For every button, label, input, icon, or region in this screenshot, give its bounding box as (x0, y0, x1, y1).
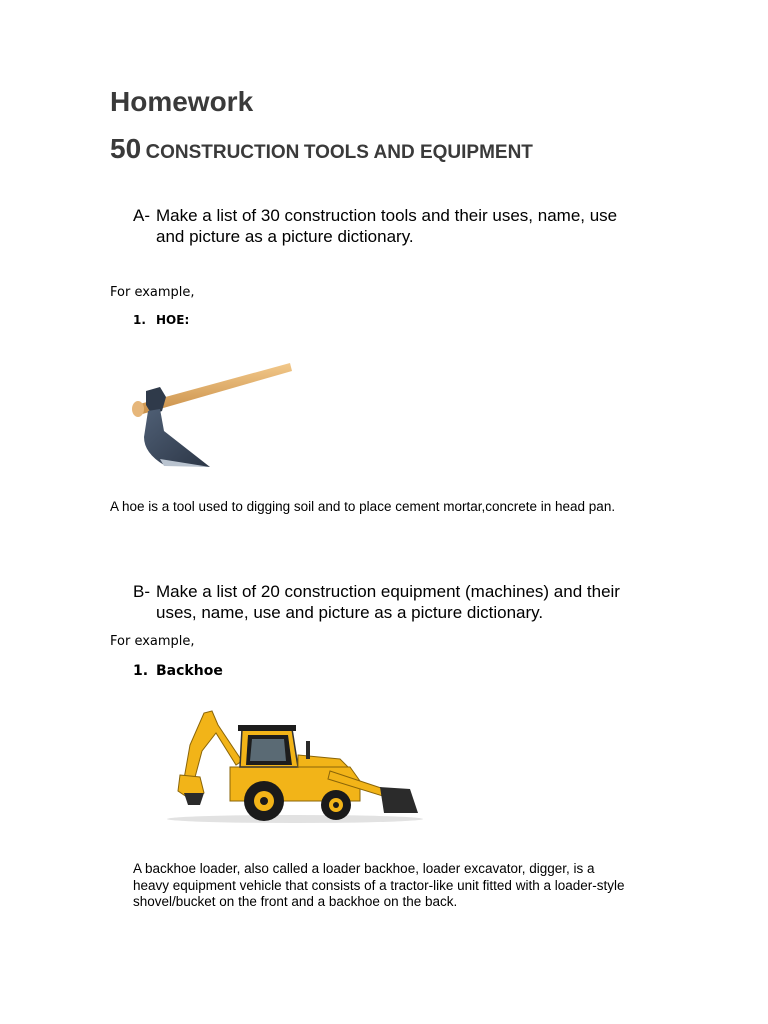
subtitle-number: 50 (110, 133, 142, 164)
backhoe-description (133, 861, 663, 911)
task-a (133, 205, 693, 249)
backhoe-description-line2: heavy equipment vehicle that consists of a tractor-like unit fitted with a loader-style (133, 877, 625, 893)
example-label-b: For example, (110, 634, 195, 649)
subtitle-word1-rest: ONSTRUCTION (160, 142, 300, 163)
subtitle-rest: TOOLS AND EQUIPMENT (303, 142, 533, 163)
task-b (133, 581, 693, 625)
task-b-line1: Make a list of 20 construction equipment (machines) and their (156, 582, 620, 601)
task-a-line1: Make a list of 30 construction tools and their uses, name, use (156, 206, 618, 225)
backhoe-loader-image (160, 705, 425, 825)
page-subtitle (110, 133, 533, 165)
hoe-item-number: 1. (133, 313, 146, 327)
task-b-line2: uses, name, use and picture as a picture dictionary. (156, 603, 544, 622)
backhoe-item-number: 1. (133, 663, 149, 679)
hoe-item-name: HOE: (156, 313, 190, 327)
task-b-marker: B- (133, 582, 150, 601)
page-title: Homework (110, 86, 254, 117)
hoe-tool-image (130, 345, 295, 470)
subtitle-first-letter: C (145, 141, 161, 163)
task-a-line2: and picture as a picture dictionary. (156, 227, 414, 246)
example-label-a: For example, (110, 285, 195, 300)
task-a-text (156, 205, 617, 247)
backhoe-item-heading (133, 663, 223, 679)
backhoe-item-name: Backhoe (156, 663, 223, 679)
task-a-marker: A- (133, 206, 150, 225)
backhoe-description-line3: shovel/bucket on the front and a backhoe on the back. (133, 894, 458, 909)
task-b-text (156, 581, 620, 623)
hoe-description: A hoe is a tool used to digging soil and to place cement mortar,concrete in head pan. (110, 499, 616, 514)
backhoe-description-line1: A backhoe loader, also called a loader backhoe, loader excavator, digger, is a (133, 861, 595, 876)
hoe-item-heading (133, 313, 189, 327)
